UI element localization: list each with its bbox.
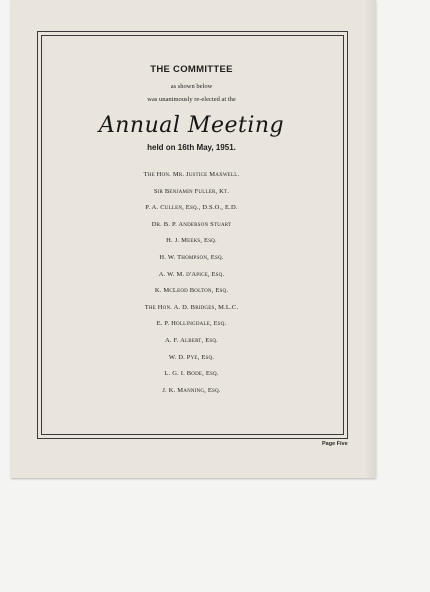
member-name: K. McLeod Bolton, Esq.	[154, 287, 229, 295]
subtitle-line-1: as shown below	[170, 83, 213, 90]
annual-meeting-heading: Annual Meeting	[98, 113, 285, 138]
member-name: The Hon. A. D. Bridges, M.L.C.	[144, 303, 239, 311]
member-list	[41, 167, 342, 399]
member-name: A. F. Albert, Esq.	[165, 336, 218, 344]
member-name: Sir Benjamin Fuller, Kt.	[153, 187, 230, 195]
member-name: P. A. Cullen, Esq., D.S.O., E.D.	[145, 204, 238, 212]
member-name: H. W. Thompson, Esq.	[159, 253, 224, 261]
member-name: The Hon. Mr. Justice Maxwell.	[143, 171, 240, 178]
member-name: A. W. M. d'Apice, Esq.	[158, 270, 225, 278]
meeting-date: held on 16th May, 1951.	[147, 143, 236, 152]
page-title: THE COMMITTEE	[150, 64, 233, 75]
member-name: E. P. Hollingdale, Esq.	[156, 320, 227, 328]
member-name: W. D. Pye, Esq.	[168, 353, 215, 361]
page-number: Page Five	[322, 441, 348, 447]
committee-notice	[41, 35, 342, 433]
member-name: H. J. Meeks, Esq.	[166, 237, 217, 245]
paper-edge	[362, 0, 376, 478]
member-name: L. G. I. Bode, Esq.	[164, 370, 219, 378]
member-name: Dr. B. P. Anderson Stuart	[151, 220, 232, 228]
member-name: J. K. Manning, Esq.	[162, 386, 221, 394]
subtitle-line-2: was unanimously re-elected at the	[147, 96, 236, 103]
